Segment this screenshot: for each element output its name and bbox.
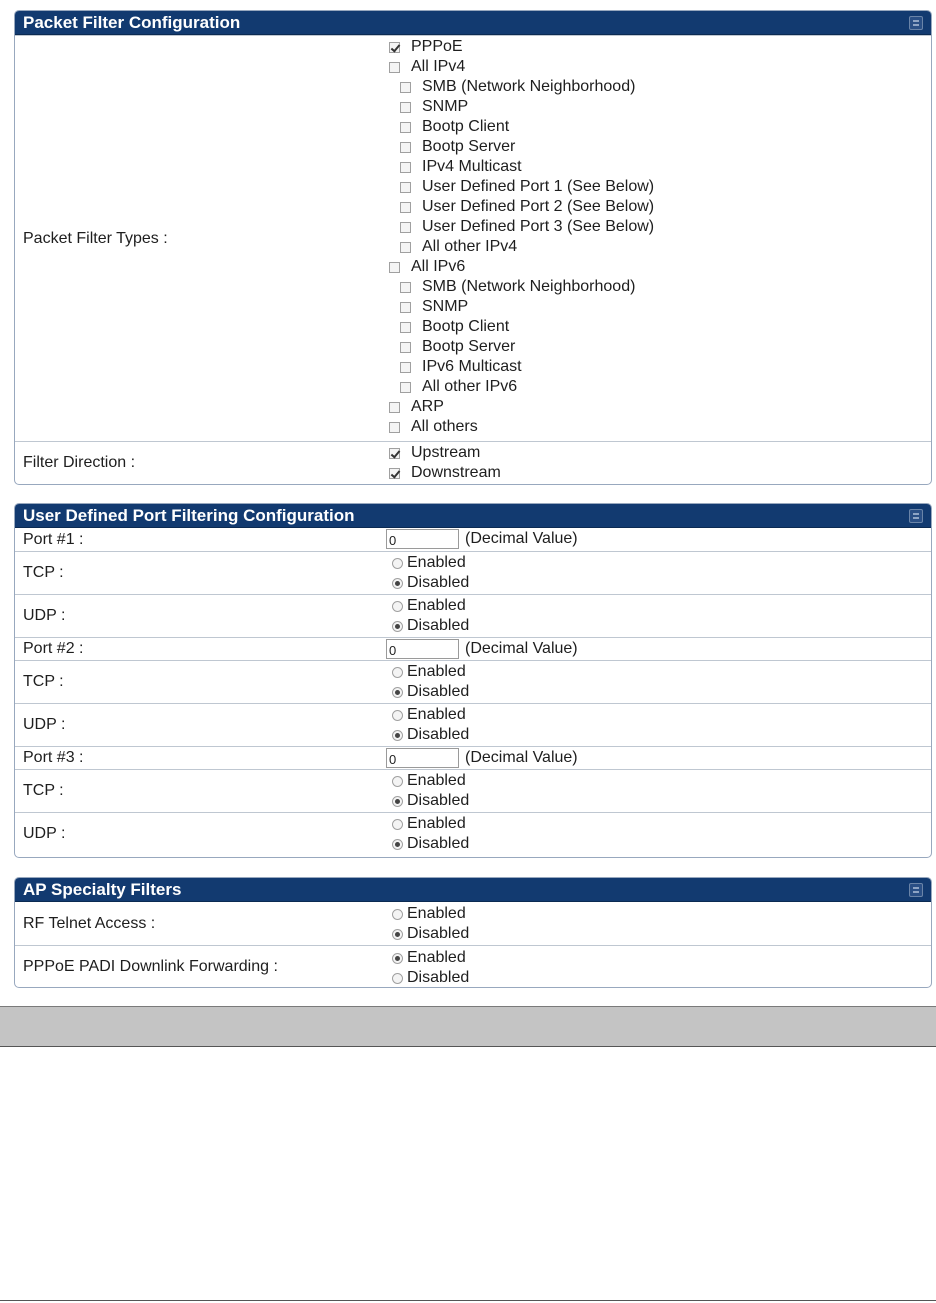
filter-type-label: Bootp Server <box>422 138 516 155</box>
port-value-cell <box>384 747 931 769</box>
filter-type-label: IPv6 Multicast <box>422 358 522 375</box>
udp-disabled-option[interactable] <box>384 725 931 745</box>
tcp-enabled-option[interactable] <box>384 553 931 573</box>
filter-type-option[interactable] <box>384 197 931 217</box>
udp-radio-group <box>384 704 931 746</box>
packet-filter-types-row <box>15 35 931 441</box>
radio-label: Disabled <box>407 617 470 634</box>
port-row <box>15 528 931 551</box>
filter-type-label: User Defined Port 3 (See Below) <box>422 218 655 235</box>
filter-type-label: SNMP <box>422 298 469 315</box>
checkbox[interactable] <box>400 362 411 373</box>
ap-filter-label: PPPoE PADI Downlink Forwarding : <box>23 958 278 975</box>
checkbox[interactable] <box>389 468 400 479</box>
radio-button[interactable] <box>392 601 403 612</box>
filter-type-label: All other IPv6 <box>422 378 518 395</box>
radio-button[interactable] <box>392 909 403 920</box>
radio-button[interactable] <box>392 973 403 984</box>
filter-type-label: PPPoE <box>411 38 463 55</box>
radio-button[interactable] <box>392 687 403 698</box>
filter-type-label: Bootp Client <box>422 118 510 135</box>
filter-type-option[interactable] <box>384 137 931 157</box>
tcp-radio-group <box>384 661 931 703</box>
radio-label: Enabled <box>407 949 466 966</box>
ap-filter-radio-group <box>384 902 931 945</box>
port-row <box>15 637 931 660</box>
port-number-input[interactable] <box>386 748 459 768</box>
checkbox[interactable] <box>389 42 400 53</box>
radio-button[interactable] <box>392 796 403 807</box>
radio-button[interactable] <box>392 558 403 569</box>
ap-filter-row <box>15 945 931 988</box>
checkbox[interactable] <box>400 342 411 353</box>
filter-type-label: All other IPv4 <box>422 238 518 255</box>
udp-label: UDP : <box>23 825 66 842</box>
checkbox[interactable] <box>389 422 400 433</box>
tcp-enabled-option[interactable] <box>384 662 931 682</box>
radio-button[interactable] <box>392 929 403 940</box>
filter-type-label: SMB (Network Neighborhood) <box>422 278 636 295</box>
port-value-cell <box>384 528 931 550</box>
radio-label: Enabled <box>407 772 466 789</box>
packet-filter-header <box>15 11 931 35</box>
radio-label: Disabled <box>407 925 470 942</box>
ap-rows-container <box>15 902 931 988</box>
filter-type-option[interactable] <box>384 97 931 117</box>
packet-filter-types-list <box>384 36 931 441</box>
packet-filter-panel <box>14 10 932 485</box>
filter-type-label: All IPv6 <box>411 258 466 275</box>
checkbox[interactable] <box>400 102 411 113</box>
udp-label: UDP : <box>23 716 66 733</box>
ports-container <box>15 528 931 855</box>
filter-type-option[interactable] <box>384 217 931 237</box>
radio-button[interactable] <box>392 839 403 850</box>
radio-label: Enabled <box>407 554 466 571</box>
radio-button[interactable] <box>392 730 403 741</box>
ap-filter-disabled-option[interactable] <box>384 924 931 944</box>
checkbox[interactable] <box>400 122 411 133</box>
filter-type-option[interactable] <box>384 117 931 137</box>
tcp-label: TCP : <box>23 564 64 581</box>
ap-filter-label: RF Telnet Access : <box>23 914 156 932</box>
ap-specialty-header <box>15 878 931 902</box>
tcp-row <box>15 551 931 594</box>
tcp-label: TCP : <box>23 673 64 690</box>
filter-type-option[interactable] <box>384 37 931 57</box>
packet-filter-title: Packet Filter Configuration <box>23 13 241 32</box>
filter-type-option[interactable] <box>384 77 931 97</box>
collapse-icon[interactable] <box>909 883 923 897</box>
checkbox[interactable] <box>400 222 411 233</box>
radio-label: Enabled <box>407 905 466 922</box>
udp-row <box>15 594 931 637</box>
checkbox[interactable] <box>400 242 411 253</box>
ap-filter-enabled-option[interactable] <box>384 904 931 924</box>
radio-label: Disabled <box>407 726 470 743</box>
tcp-disabled-option[interactable] <box>384 682 931 702</box>
checkbox[interactable] <box>400 142 411 153</box>
footer-bar <box>0 1006 936 1047</box>
collapse-icon[interactable] <box>909 509 923 523</box>
tcp-row <box>15 769 931 812</box>
filter-type-option[interactable] <box>384 397 931 417</box>
ap-filter-enabled-option[interactable] <box>384 948 931 968</box>
radio-label: Enabled <box>407 597 466 614</box>
direction-label: Upstream <box>411 444 481 461</box>
checkbox[interactable] <box>389 62 400 73</box>
filter-type-label: SMB (Network Neighborhood) <box>422 78 636 95</box>
checkbox[interactable] <box>400 282 411 293</box>
checkbox[interactable] <box>400 182 411 193</box>
decimal-hint: (Decimal Value) <box>465 530 578 547</box>
radio-button[interactable] <box>392 710 403 721</box>
filter-type-label: Bootp Server <box>422 338 516 355</box>
filter-type-label: User Defined Port 2 (See Below) <box>422 198 655 215</box>
udp-row <box>15 703 931 746</box>
direction-option[interactable] <box>384 443 931 463</box>
user-defined-port-title: User Defined Port Filtering Configuration <box>23 506 355 525</box>
filter-type-option[interactable] <box>384 317 931 337</box>
udp-enabled-option[interactable] <box>384 596 931 616</box>
udp-radio-group <box>384 595 931 637</box>
user-defined-port-panel <box>14 503 932 858</box>
filter-type-option[interactable] <box>384 297 931 317</box>
checkbox[interactable] <box>400 382 411 393</box>
radio-label: Disabled <box>407 683 470 700</box>
port-number-input[interactable] <box>386 529 459 549</box>
port-value-cell <box>384 638 931 660</box>
ap-specialty-panel <box>14 877 932 988</box>
port-row <box>15 746 931 769</box>
udp-radio-group <box>384 813 931 855</box>
filter-type-option[interactable] <box>384 357 931 377</box>
ap-filter-disabled-option[interactable] <box>384 968 931 988</box>
filter-type-label: Bootp Client <box>422 318 510 335</box>
radio-label: Disabled <box>407 792 470 809</box>
direction-option[interactable] <box>384 463 931 483</box>
checkbox[interactable] <box>400 82 411 93</box>
radio-button[interactable] <box>392 667 403 678</box>
udp-row <box>15 812 931 855</box>
decimal-hint: (Decimal Value) <box>465 749 578 766</box>
ap-filter-radio-group <box>384 946 931 988</box>
checkbox[interactable] <box>400 202 411 213</box>
checkbox[interactable] <box>400 322 411 333</box>
bottom-divider <box>0 1300 936 1301</box>
filter-type-option[interactable] <box>384 277 931 297</box>
tcp-label: TCP : <box>23 782 64 799</box>
tcp-disabled-option[interactable] <box>384 573 931 593</box>
filter-type-option[interactable] <box>384 177 931 197</box>
ap-specialty-title: AP Specialty Filters <box>23 880 182 899</box>
checkbox[interactable] <box>400 302 411 313</box>
radio-button[interactable] <box>392 621 403 632</box>
checkbox[interactable] <box>389 448 400 459</box>
radio-label: Disabled <box>407 835 470 852</box>
filter-type-option[interactable] <box>384 337 931 357</box>
radio-label: Disabled <box>407 574 470 591</box>
udp-enabled-option[interactable] <box>384 814 931 834</box>
radio-label: Disabled <box>407 969 470 986</box>
radio-label: Enabled <box>407 663 466 680</box>
filter-type-option[interactable] <box>384 157 931 177</box>
filter-type-label: ARP <box>411 398 444 415</box>
tcp-radio-group <box>384 552 931 594</box>
user-defined-port-header <box>15 504 931 528</box>
checkbox[interactable] <box>389 262 400 273</box>
filter-type-option[interactable] <box>384 417 931 437</box>
port-label: Port #2 : <box>23 640 84 657</box>
radio-button[interactable] <box>392 776 403 787</box>
udp-disabled-option[interactable] <box>384 616 931 636</box>
filter-type-label: All others <box>411 418 478 435</box>
radio-button[interactable] <box>392 819 403 830</box>
direction-label: Downstream <box>411 464 501 481</box>
collapse-icon[interactable] <box>909 16 923 30</box>
filter-type-label: All IPv4 <box>411 58 466 75</box>
packet-filter-types-label: Packet Filter Types : <box>23 229 168 247</box>
udp-label: UDP : <box>23 607 66 624</box>
tcp-disabled-option[interactable] <box>384 791 931 811</box>
radio-button[interactable] <box>392 578 403 589</box>
filter-type-option[interactable] <box>384 257 931 277</box>
tcp-radio-group <box>384 770 931 812</box>
radio-button[interactable] <box>392 953 403 964</box>
filter-type-option[interactable] <box>384 237 931 257</box>
ap-filter-row <box>15 902 931 945</box>
udp-disabled-option[interactable] <box>384 834 931 854</box>
udp-enabled-option[interactable] <box>384 705 931 725</box>
filter-direction-label: Filter Direction : <box>23 454 136 471</box>
filter-type-option[interactable] <box>384 377 931 397</box>
port-label: Port #3 : <box>23 749 84 766</box>
checkbox[interactable] <box>400 162 411 173</box>
filter-type-option[interactable] <box>384 57 931 77</box>
tcp-row <box>15 660 931 703</box>
port-number-input[interactable] <box>386 639 459 659</box>
radio-label: Enabled <box>407 706 466 723</box>
checkbox[interactable] <box>389 402 400 413</box>
filter-direction-list <box>384 442 931 484</box>
filter-type-label: SNMP <box>422 98 469 115</box>
tcp-enabled-option[interactable] <box>384 771 931 791</box>
filter-type-label: User Defined Port 1 (See Below) <box>422 178 655 195</box>
filter-type-label: IPv4 Multicast <box>422 158 522 175</box>
port-label: Port #1 : <box>23 530 84 548</box>
filter-direction-row <box>15 441 931 484</box>
decimal-hint: (Decimal Value) <box>465 640 578 657</box>
radio-label: Enabled <box>407 815 466 832</box>
